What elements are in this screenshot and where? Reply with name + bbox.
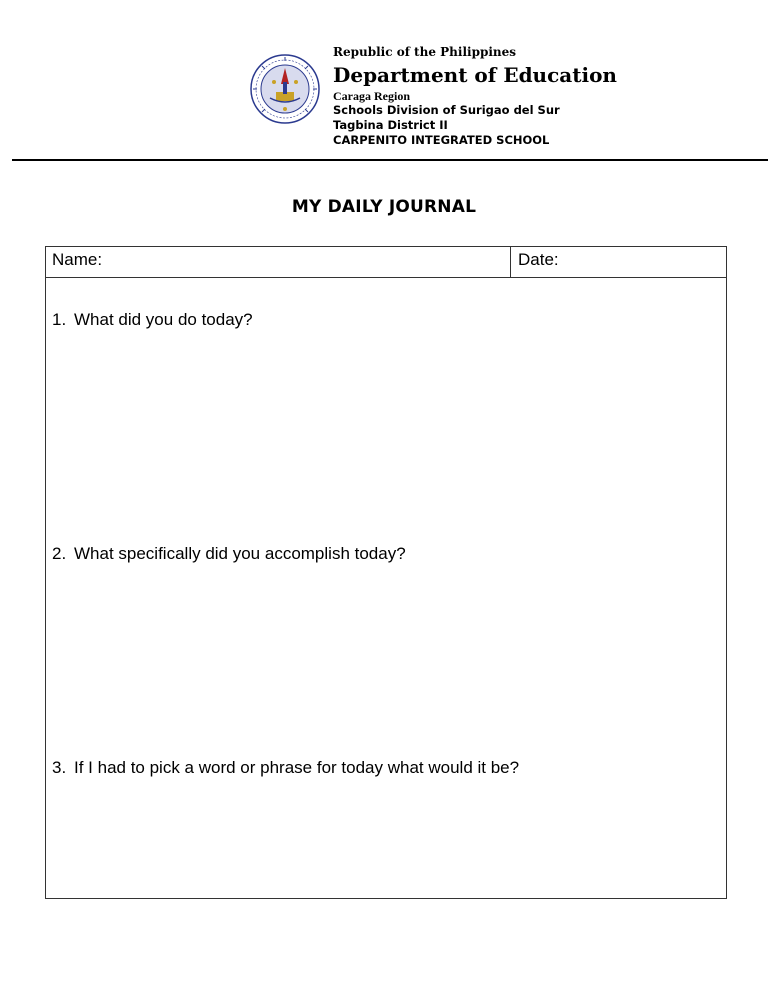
- answer-area-2[interactable]: [47, 571, 725, 756]
- date-label: Date:: [518, 250, 559, 269]
- name-label: Name:: [52, 250, 103, 269]
- name-date-row: [46, 247, 726, 278]
- header-divider: [12, 159, 768, 161]
- question-text: If I had to pick a word or phrase for today what would it be?: [74, 758, 520, 777]
- department-heading: Department of Education: [333, 63, 617, 87]
- region-line: Caraga Region: [333, 89, 410, 103]
- question-number: 1.: [52, 310, 67, 329]
- name-field[interactable]: [46, 247, 511, 277]
- answer-area-3[interactable]: [47, 785, 725, 895]
- date-field[interactable]: [511, 247, 726, 277]
- page-title: MY DAILY JOURNAL: [291, 197, 477, 217]
- journal-form-table: [45, 246, 727, 899]
- letterhead: [333, 44, 633, 148]
- republic-heading: Republic of the Philippines: [333, 45, 517, 59]
- question-3: [52, 758, 519, 778]
- question-text: What did you do today?: [74, 310, 253, 329]
- question-number: 2.: [52, 544, 67, 563]
- division-line: Schools Division of Surigao del Sur: [333, 103, 560, 117]
- question-1: [52, 310, 253, 330]
- question-2: [52, 544, 406, 564]
- deped-seal-logo: [250, 54, 320, 124]
- district-line: Tagbina District II: [333, 118, 448, 132]
- answer-area-1[interactable]: [47, 337, 725, 537]
- school-line: CARPENITO INTEGRATED SCHOOL: [333, 133, 550, 147]
- question-number: 3.: [52, 758, 67, 777]
- question-text: What specifically did you accomplish today?: [74, 544, 406, 563]
